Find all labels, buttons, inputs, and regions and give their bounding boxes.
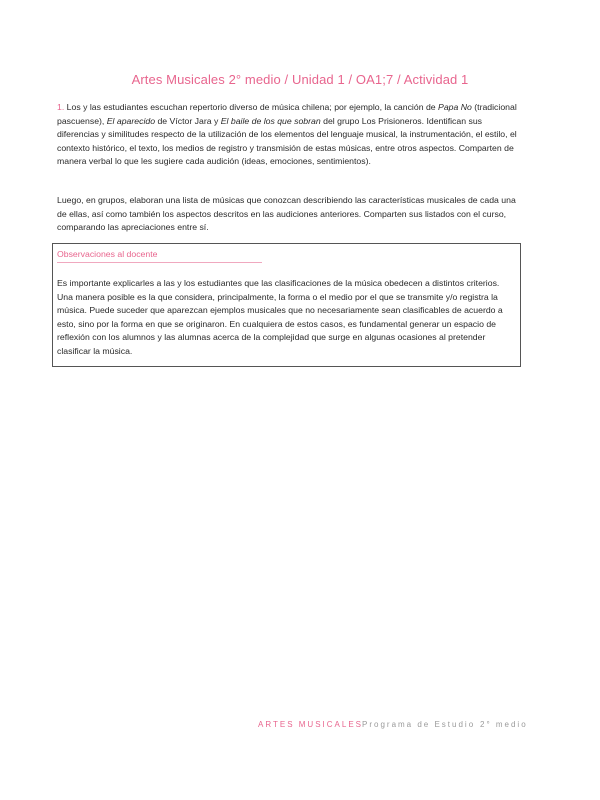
teacher-notes-heading: Observaciones al docente xyxy=(57,248,262,263)
page-title: Artes Musicales 2° medio / Unidad 1 / OA1;7 / Actividad 1 xyxy=(131,72,469,87)
teacher-notes-box xyxy=(52,243,521,367)
footer-grade: 2° medio xyxy=(480,720,528,729)
activity-paragraph-1 xyxy=(57,101,523,169)
footer-subject: ARTES MUSICALES xyxy=(258,720,363,729)
song-title-el-baile: El baile de los que sobran xyxy=(220,115,321,126)
p1-text-2: (tradicional pascuense), xyxy=(57,102,517,126)
activity-paragraph-2: Luego, en grupos, elaboran una lista de músicas que conozcan describiendo las características musicales de cada una de ellas, así como también los aspectos descritos en las audiciones anteriores. Comparten sus listados con el curso, comparando las apreciaciones entre sí. xyxy=(57,195,516,232)
activity-number: 1. xyxy=(57,102,65,112)
p1-text-1: Los y las estudiantes escuchan repertorio diverso de música chilena; por ejemplo, la canción de xyxy=(64,102,439,112)
song-title-el-aparecido: El aparecido xyxy=(106,115,156,126)
teacher-notes-text: Es importante explicarles a las y los estudiantes que las clasificaciones de la música obedecen a distintos criterios. Una manera posible es la que considera, principalmente, la forma o el medio por el que se transmite y/o registra la música. Puede suceder que aparezcan ejemplos musicales que no necesariamente sean clasificables de acuerdo a esto, sino por la forma en que se originaron. En cualquiera de estos casos, es fundamental generar un espacio de reflexión con los alumnos y las alumnas acerca de la complejidad que surge en algunas ocasiones al pretender clasificar la música. xyxy=(57,278,503,356)
song-title-papa-no: Papa No xyxy=(438,102,472,112)
p1-text-4: del grupo Los Prisioneros. Identifican sus diferencias y similitudes respecto de la utilización de los elementos del lenguaje musical, la instrumentación, el estilo, el contexto histórico, el texto, los medios de registro y transmisión de estas músicas, entre otros aspectos. Comparten de manera verbal lo que les sugiere cada audición (ideas, emociones, sentimientos). xyxy=(57,115,517,166)
p1-text-3: de Víctor Jara y xyxy=(155,115,221,126)
footer-program: Programa de Estudio xyxy=(362,720,476,729)
